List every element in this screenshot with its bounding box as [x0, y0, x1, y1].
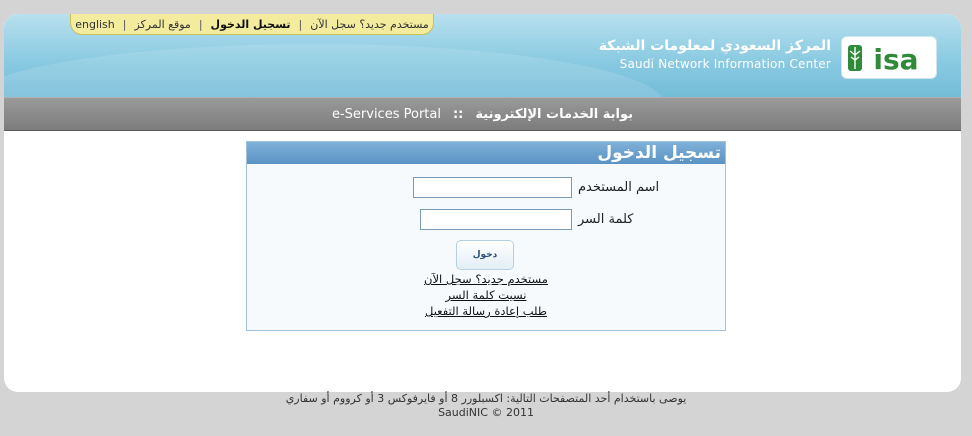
- username-row: [413, 177, 659, 198]
- separator: |: [298, 17, 303, 31]
- login-link[interactable]: تسجيل الدخول: [210, 17, 291, 31]
- login-title: تسجيل الدخول: [247, 142, 725, 164]
- forgot-password-link[interactable]: نسيت كلمة السر: [445, 288, 527, 302]
- portal-title-arabic: بوابة الخدمات الإلكترونية: [475, 106, 634, 122]
- login-button[interactable]: دخول: [456, 240, 514, 270]
- username-input[interactable]: [413, 177, 572, 198]
- separator: |: [122, 17, 127, 31]
- portal-nav-bar: [4, 97, 961, 131]
- copyright: SaudiNIC © 2011: [438, 406, 534, 419]
- english-link[interactable]: english: [75, 17, 115, 31]
- header-title: [599, 38, 831, 71]
- palm-icon: [844, 39, 934, 77]
- top-links-bar: [70, 14, 434, 35]
- password-row: [420, 209, 633, 230]
- browser-recommendation: يوصى باستخدام أحد المتصفحات التالية: اكسبلورر 8 أو فايرفوكس 3 أو كرووم أو سفاري: [285, 392, 687, 405]
- register-link[interactable]: مستخدم جديد؟ سجل الآن: [310, 17, 429, 31]
- register-now-link[interactable]: مستخدم جديد؟ سجل الآن: [424, 272, 548, 286]
- title-english: Saudi Network Information Center: [619, 57, 831, 71]
- username-label: اسم المستخدم: [578, 180, 660, 195]
- isa-logo: [841, 36, 937, 79]
- password-label: كلمة السر: [578, 212, 634, 227]
- page-frame: [4, 14, 961, 392]
- site-link[interactable]: موقع المركز: [134, 17, 191, 31]
- login-panel: [246, 141, 726, 331]
- page-footer: [0, 392, 972, 420]
- account-links: [247, 272, 725, 318]
- resend-activation-link[interactable]: طلب إعادة رسالة التفعيل: [424, 304, 547, 318]
- password-input[interactable]: [420, 209, 572, 230]
- title-arabic: المركز السعودي لمعلومات الشبكة: [598, 38, 831, 54]
- separator: |: [198, 17, 203, 31]
- portal-title-english: e-Services Portal: [331, 106, 441, 122]
- logo-text: isa: [873, 42, 919, 76]
- nav-separator: ::: [452, 106, 464, 122]
- header-banner: [4, 14, 961, 97]
